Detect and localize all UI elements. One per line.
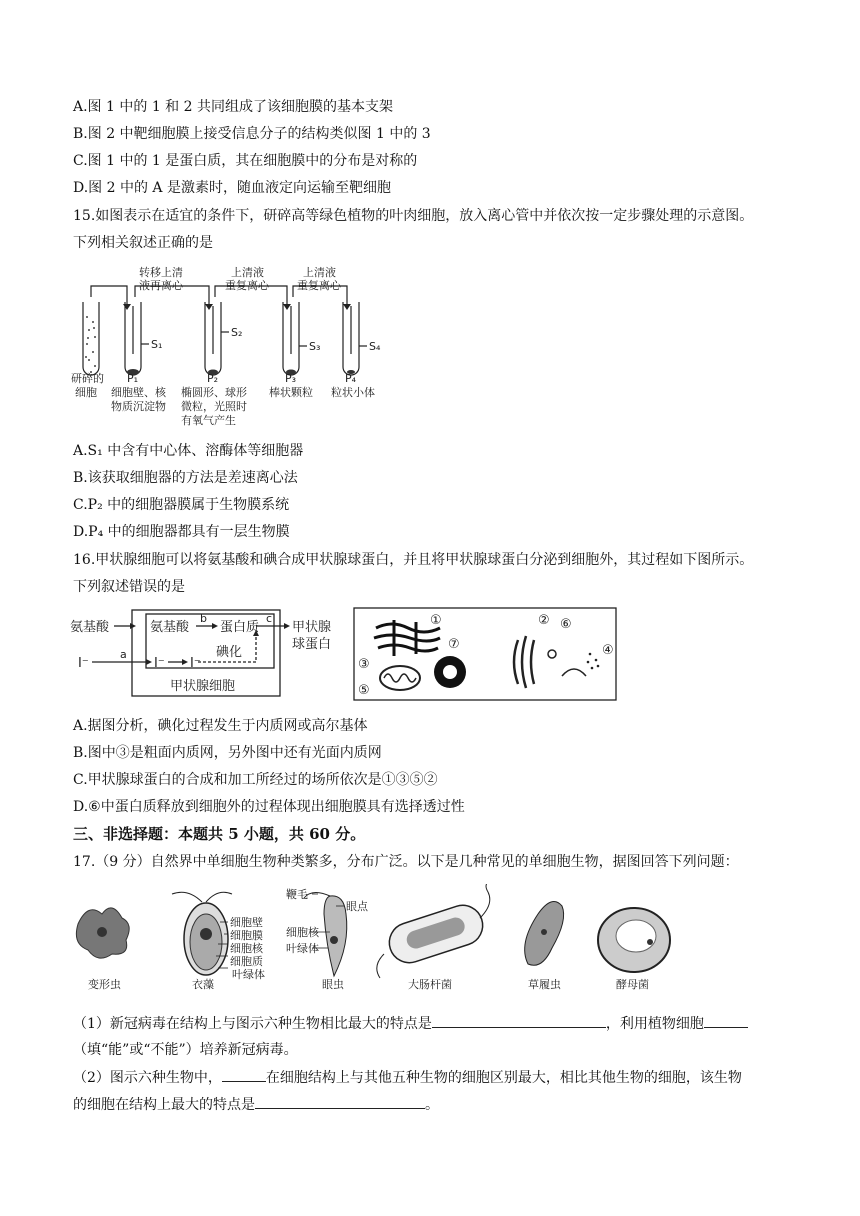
arrow3-label-1: 上清液 — [303, 266, 336, 279]
label-b: b — [200, 612, 207, 625]
q16-option-a: A.据图分析，碘化过程发生于内质网或高尔基体 — [73, 718, 368, 734]
centrifugation-figure — [65, 262, 395, 432]
p2-desc-2: 微粒，光照时 — [181, 400, 247, 413]
label-euglena: 眼虫 — [322, 978, 344, 991]
s3-label: S₃ — [309, 340, 321, 353]
q17-stem: 17.（9 分）自然界中单细胞生物种类繁多，分布广泛。以下是几种常见的单细胞生物，据图回答下列问题： — [73, 854, 739, 870]
label-cytoplasm: 细胞质 — [230, 955, 263, 968]
q14-option-a: A.图 1 中的 1 和 2 共同组成了该细胞膜的基本支架 — [73, 99, 393, 115]
iodide-mid: I⁻ — [154, 656, 165, 671]
iodide-inner: I⁻ — [190, 656, 201, 671]
q17-sub2-line2 — [73, 1094, 439, 1115]
q16-stem-line2: 下列叙述错误的是 — [73, 579, 185, 595]
q17-sub2-line1 — [73, 1067, 742, 1088]
arrow1-label-2: 液再离心 — [139, 279, 183, 292]
label-a: a — [120, 648, 127, 661]
marker-4: ④ — [602, 643, 614, 658]
p1-label: P₁ — [127, 372, 139, 385]
label-nucleus-c: 细胞核 — [230, 942, 263, 955]
q17-sub2-text-3: 的细胞在结构上最大的特点是 — [73, 1097, 255, 1113]
q17-sub1-text-2: ，利用植物细胞 — [605, 1016, 704, 1032]
p2-label: P₂ — [207, 372, 219, 385]
section-heading: 三、非选择题：本题共 5 小题，共 60 分。 — [73, 825, 366, 843]
answer-blank-2[interactable] — [704, 1013, 748, 1028]
arrow1-label-1: 转移上清 — [139, 266, 183, 279]
label-eyespot: 眼点 — [346, 900, 368, 913]
marker-2: ② — [538, 613, 550, 628]
q15-option-d: D.P₄ 中的细胞器都具有一层生物膜 — [73, 524, 290, 540]
marker-6: ⑥ — [560, 617, 572, 632]
q14-option-c: C.图 1 中的 1 是蛋白质，其在细胞膜中的分布是对称的 — [73, 153, 418, 169]
tube0-label-1: 研碎的 — [71, 372, 104, 385]
label-c: c — [266, 612, 273, 625]
cell-label: 甲状腺细胞 — [170, 679, 236, 694]
label-ecoli: 大肠杆菌 — [408, 978, 452, 991]
p3-label: P₃ — [285, 372, 297, 385]
q17-sub1-line2: （填“能”或“不能”）培养新冠病毒。 — [73, 1042, 298, 1058]
q17-sub2-text-4: 。 — [425, 1097, 439, 1113]
q14-option-d: D.图 2 中的 A 是激素时，随血液定向运输至靶细胞 — [73, 180, 391, 196]
s2-label: S₂ — [231, 326, 243, 339]
q17-sub1-text-1: （1）新冠病毒在结构上与图示六种生物相比最大的特点是 — [73, 1016, 432, 1032]
label-nucleus-e: 细胞核 — [286, 926, 319, 939]
arrow2-label-1: 上清液 — [231, 266, 264, 279]
label-cell-wall: 细胞壁 — [230, 916, 263, 929]
q15-option-c: C.P₂ 中的细胞器膜属于生物膜系统 — [73, 497, 290, 513]
answer-blank-3[interactable] — [222, 1067, 266, 1082]
p2-desc-1: 椭圆形、球形 — [181, 386, 247, 399]
organelles-diagram — [352, 606, 620, 702]
s1-label: S₁ — [151, 338, 163, 351]
label-chloroplast-c: 叶绿体 — [232, 968, 265, 981]
label-flagellum: 鞭毛 — [286, 888, 308, 901]
p4-label: P₄ — [345, 372, 357, 385]
marker-5: ⑤ — [358, 683, 370, 698]
q17-sub2-text-1: （2）图示六种生物中， — [73, 1070, 222, 1086]
q16-option-d: D.⑥中蛋白质释放到细胞外的过程体现出细胞膜具有选择透过性 — [73, 799, 465, 815]
arrow3-label-2: 重复离心 — [297, 279, 341, 292]
q15-option-a: A.S₁ 中含有中心体、溶酶体等细胞器 — [73, 443, 304, 459]
q17-sub1-line1 — [73, 1013, 748, 1034]
amino-acid-outer: 氨基酸 — [70, 620, 110, 635]
marker-1: ① — [430, 613, 442, 628]
q15-stem-line2: 下列相关叙述正确的是 — [73, 235, 213, 251]
iodide-outer: I⁻ — [78, 656, 89, 671]
iodination-label: 碘化 — [216, 645, 243, 660]
q16-stem-line1: 16.甲状腺细胞可以将氨基酸和碘合成甲状腺球蛋白，并且将甲状腺球蛋白分泌到细胞外，其过程如下图所示。 — [73, 552, 754, 568]
p2-desc-3: 有氧气产生 — [181, 414, 236, 427]
marker-3: ③ — [358, 657, 370, 672]
s4-label: S₄ — [369, 340, 381, 353]
marker-7: ⑦ — [448, 637, 460, 652]
p1-desc-1: 细胞壁、核 — [111, 386, 166, 399]
label-chloroplast-e: 叶绿体 — [286, 942, 319, 955]
thyroid-flow-diagram — [70, 606, 350, 702]
tube0-label-2: 细胞 — [75, 386, 97, 399]
label-yeast: 酵母菌 — [616, 978, 649, 991]
answer-blank-4[interactable] — [255, 1094, 425, 1109]
arrow2-label-2: 重复离心 — [225, 279, 269, 292]
product-label-1: 甲状腺 — [292, 620, 332, 635]
answer-blank-1[interactable] — [432, 1013, 606, 1028]
amino-acid-inner: 氨基酸 — [150, 620, 190, 635]
label-chlamydomonas: 衣藻 — [192, 978, 214, 991]
protein-label: 蛋白质 — [220, 620, 260, 635]
single-cell-organisms-figure — [68, 884, 688, 994]
q16-option-b: B.图中③是粗面内质网，另外图中还有光面内质网 — [73, 745, 382, 761]
q16-option-c: C.甲状腺球蛋白的合成和加工所经过的场所依次是①③⑤② — [73, 772, 438, 788]
q17-sub2-text-2: 在细胞结构上与其他五种生物的细胞区别最大，相比其他生物的细胞，该生物 — [265, 1070, 742, 1086]
label-amoeba: 变形虫 — [88, 978, 121, 991]
p1-desc-2: 物质沉淀物 — [111, 400, 166, 413]
product-label-2: 球蛋白 — [292, 637, 332, 652]
q14-option-b: B.图 2 中靶细胞膜上接受信息分子的结构类似图 1 中的 3 — [73, 126, 431, 142]
p3-desc: 棒状颗粒 — [269, 386, 313, 399]
label-cell-membrane: 细胞膜 — [230, 929, 263, 942]
label-paramecium: 草履虫 — [528, 978, 561, 991]
q15-stem-line1: 15.如图表示在适宜的条件下，研碎高等绿色植物的叶肉细胞，放入离心管中并依次按一定步骤处理的示意图。 — [73, 208, 754, 224]
q15-option-b: B.该获取细胞器的方法是差速离心法 — [73, 470, 298, 486]
p4-desc: 粒状小体 — [331, 386, 375, 399]
